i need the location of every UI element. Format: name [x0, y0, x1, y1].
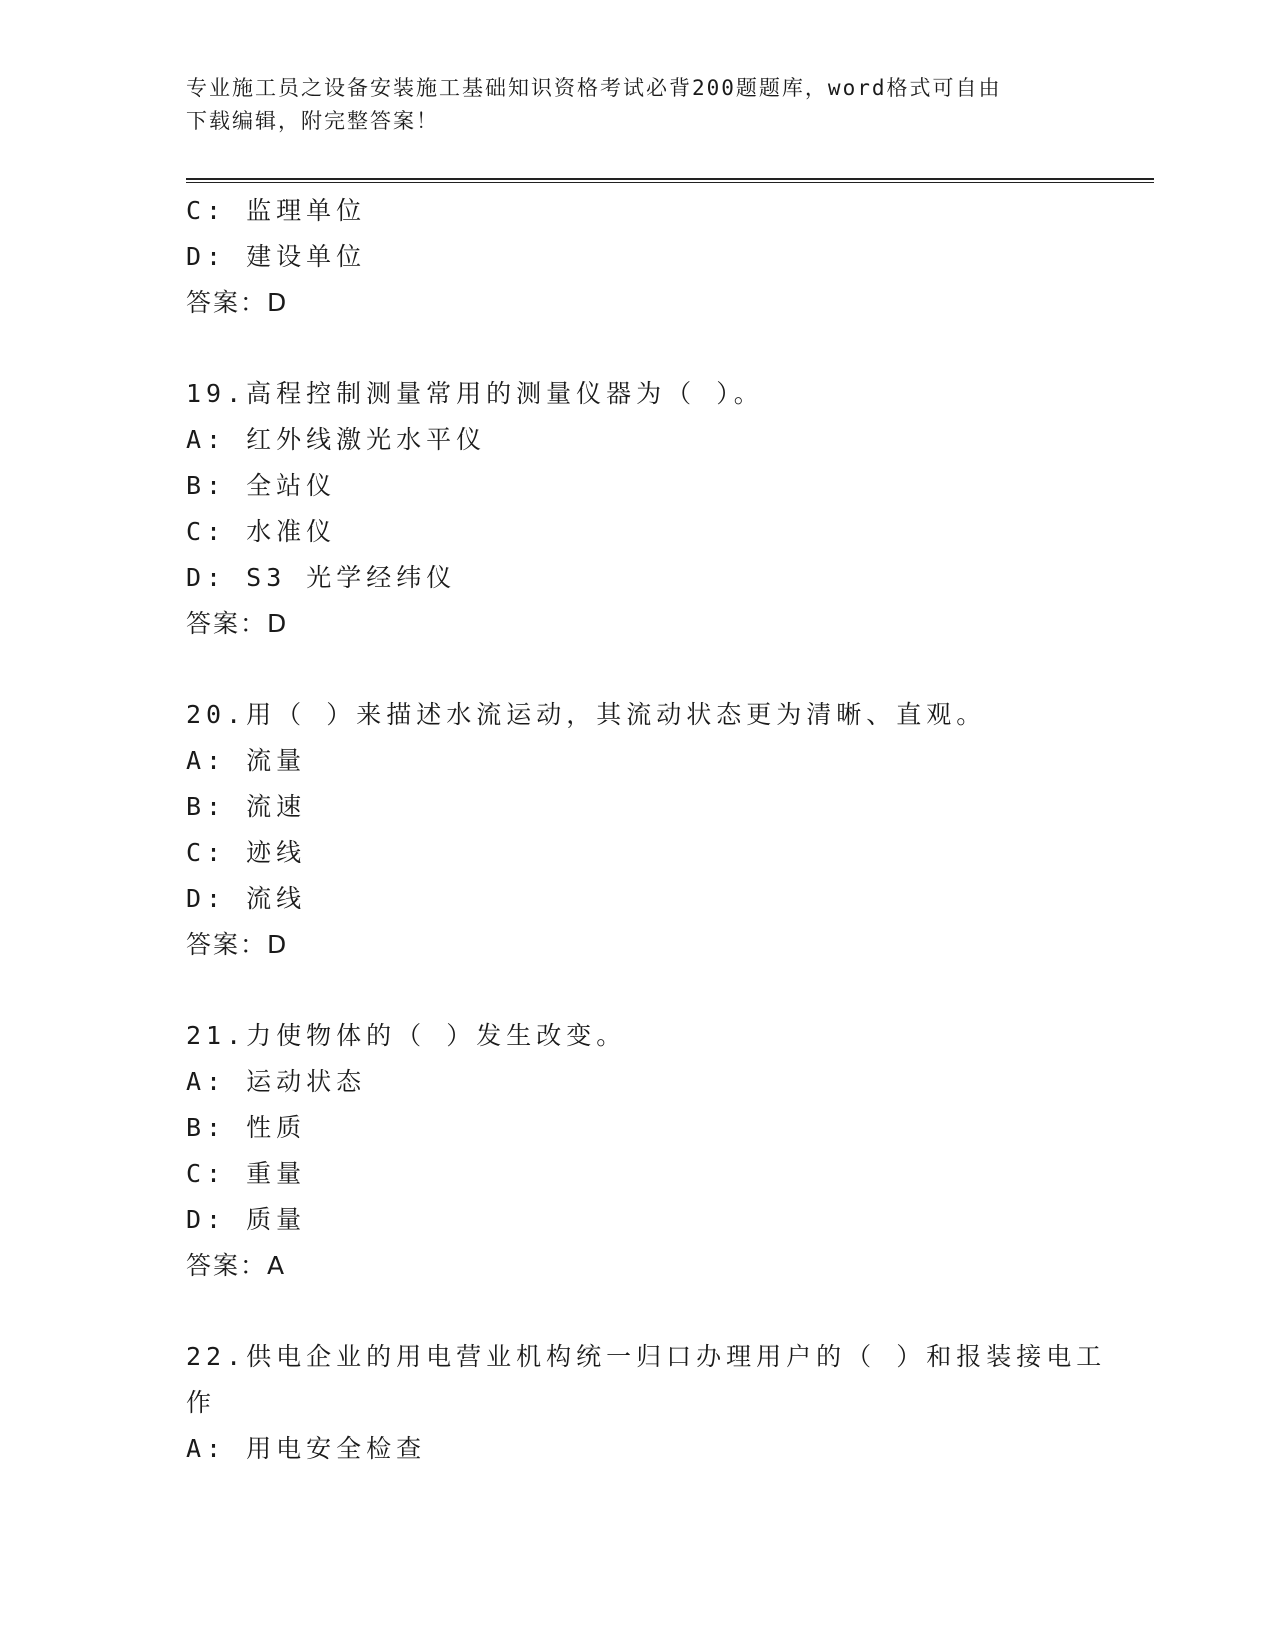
question-19: [186, 371, 1066, 647]
option-b: B: 性质: [186, 1113, 307, 1142]
header-divider: [186, 178, 1154, 183]
option-a: A: 红外线激光水平仪: [186, 425, 487, 454]
document-header: [186, 72, 1066, 138]
question-stem-line2: 作: [186, 1388, 217, 1417]
question-18-tail: [186, 188, 1066, 326]
question-stem: 19.高程控制测量常用的测量仪器为（ ）。: [186, 379, 764, 408]
spacer: [186, 968, 1066, 1013]
option-c: C: 水准仪: [186, 517, 337, 546]
option-a: A: 流量: [186, 746, 307, 775]
header-title-line2: 下载编辑，附完整答案！: [186, 109, 439, 133]
option-a: A: 用电安全检查: [186, 1434, 427, 1463]
option-d: D: S3 光学经纬仪: [186, 563, 457, 592]
spacer: [186, 326, 1066, 371]
header-title-line1: 专业施工员之设备安装施工基础知识资格考试必背200题题库，word格式可自由: [186, 76, 1002, 100]
question-stem: 20.用（ ）来描述水流运动，其流动状态更为清晰、直观。: [186, 700, 987, 729]
option-c: C: 迹线: [186, 838, 307, 867]
option-b: B: 全站仪: [186, 471, 337, 500]
option-c: C: 监理单位: [186, 196, 367, 225]
question-stem: 21.力使物体的（ ）发生改变。: [186, 1021, 627, 1050]
question-list: [186, 188, 1107, 1472]
question-stem-line1: 22.供电企业的用电营业机构统一归口办理用户的（ ）和报装接电工: [186, 1342, 1107, 1371]
answer: 答案：D: [186, 609, 289, 638]
option-d: D: 质量: [186, 1205, 307, 1234]
spacer: [186, 1289, 1066, 1334]
option-d: D: 流线: [186, 884, 307, 913]
option-c: C: 重量: [186, 1159, 307, 1188]
spacer: [186, 647, 1066, 692]
option-b: B: 流速: [186, 792, 307, 821]
answer: 答案：D: [186, 930, 289, 959]
option-d: D: 建设单位: [186, 242, 367, 271]
answer: 答案：A: [186, 1251, 287, 1280]
option-a: A: 运动状态: [186, 1067, 367, 1096]
question-21: [186, 1013, 1066, 1289]
answer: 答案：D: [186, 288, 289, 317]
question-20: [186, 692, 1066, 968]
question-22: [186, 1334, 1107, 1472]
